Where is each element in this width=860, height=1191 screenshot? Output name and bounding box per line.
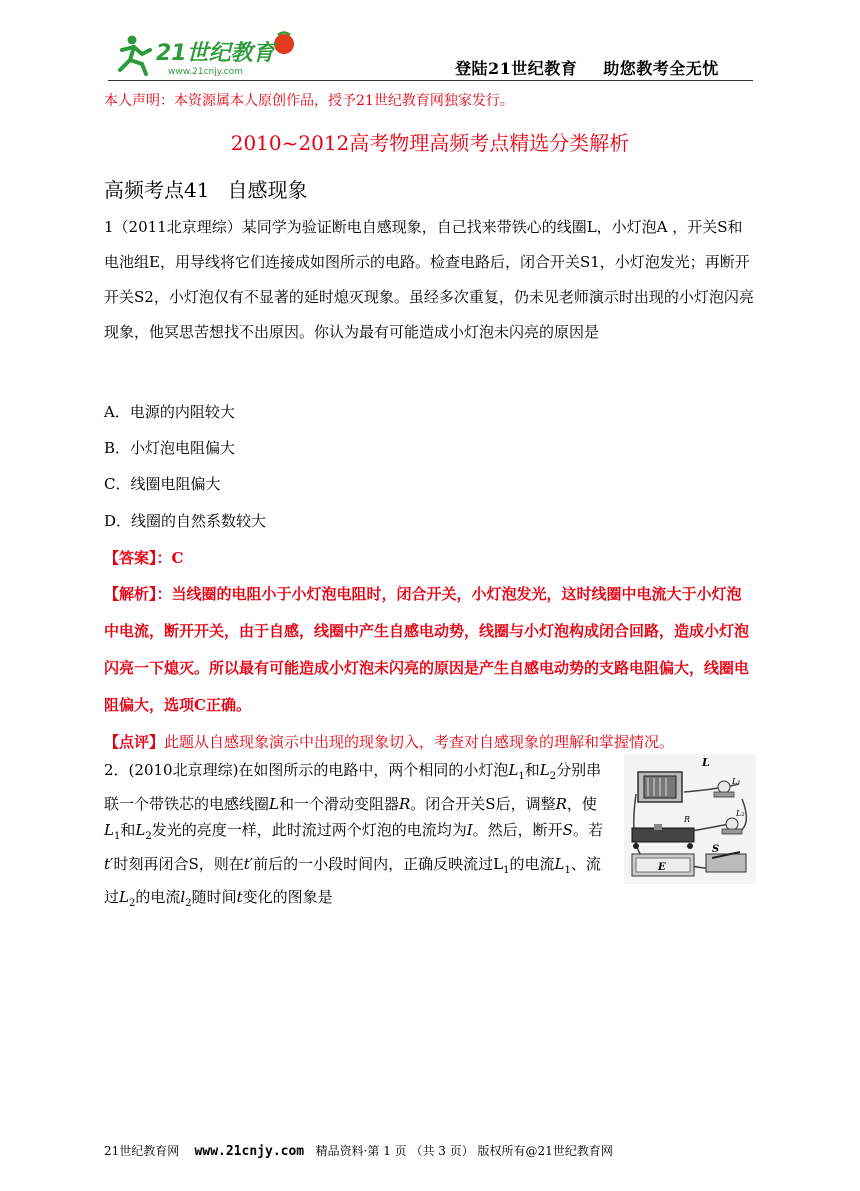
figure-label-l: L <box>702 756 710 769</box>
circuit-figure <box>624 754 756 884</box>
footer-site-url: www.21cnjy.com <box>194 1144 305 1159</box>
section-label: 高频考点41 <box>104 178 210 202</box>
comment-label: 【点评】 <box>104 733 165 751</box>
analysis-label: 【解析】 <box>104 585 157 603</box>
answer-value: ：C <box>156 549 184 567</box>
site-logo <box>108 30 308 80</box>
header-slogan <box>455 56 719 79</box>
answer <box>104 540 754 577</box>
question-2-stem: 2．(2010北京理综)在如图所示的电路中，两个相同的小灯泡$L_1$和$L_2$分别串联一个带铁芯的电感线圈L和一个滑动变阻器R。闭合开关S后，调整R，使$L_1$和$L_2$发光的亮度一样，此时流过两个灯泡的电流均为I。然后，断开S。若t′时刻再闭合S，则在t′前后的一小段时间内，正确反映流过$L_1$的电流$L_1$、流过$L_2$的电流$l_2$随时间t变化的图象是 <box>104 761 603 909</box>
footer-page-info: 精品资料·第 1 页 （共 3 页） 版权所有@21世纪教育网 <box>315 1144 613 1158</box>
copyright-statement: 本人声明：本资源属本人原创作品，授予21世纪教育网独家发行。 <box>104 93 514 109</box>
option-c: C．线圈电阻偏大 <box>104 475 221 493</box>
figure-label-l2: L₂ <box>736 809 745 818</box>
header-divider <box>108 80 753 81</box>
section-title <box>104 174 307 203</box>
comment-text: 此题从自感现象演示中出现的现象切入，考查对自感现象的理解和掌握情况。 <box>164 733 675 751</box>
answer-label: 【答案】 <box>104 549 157 567</box>
slogan-left: 登陆21世纪教育 <box>455 59 578 78</box>
bulb-l2 <box>726 818 738 830</box>
figure-label-e: E <box>658 862 666 873</box>
document-title: 2010~2012高考物理高频考点精选分类解析 <box>230 131 630 155</box>
option-a: A．电源的内阻较大 <box>104 403 235 421</box>
figure-label-s: S <box>712 844 720 855</box>
rheostat <box>632 828 694 842</box>
footer-site-name: 21世纪教育网 <box>104 1144 180 1158</box>
question-1-stem: 1（2011北京理综）某同学为验证断电自感现象，自己找来带铁心的线圈L，小灯泡A ，开关S和电池组E，用导线将它们连接成如图所示的电路。检查电路后，闭合开关S1，小灯泡发光；再断开开关S2，小灯泡仅有不显著的延时熄灭现象。虽经多次重复，仍未见老师演示时出现的小灯泡闪亮现象，他冥思苦想找不出原因。你认为最有可能造成小灯泡未闪亮的原因是 <box>104 218 754 341</box>
bulb-l1 <box>718 781 730 793</box>
section-topic: 自感现象 <box>227 178 308 202</box>
analysis-text: ：当线圈的电阻小于小灯泡电阻时，闭合开关，小灯泡发光，这时线圈中电流大于小灯泡中电流，断开开关，由于自感，线圈中产生自感电动势，线圈与小灯泡构成闭合回路，造成小灯泡闪亮一下熄灭。所以最有可能造成小灯泡未闪亮的原因是产生自感电动势的支路电阻偏大，线圈电阻偏大，选项C正确。 <box>104 585 750 714</box>
analysis <box>104 576 754 724</box>
switch <box>706 854 746 872</box>
page-footer <box>104 1142 613 1159</box>
logo-text: 21世纪教育 <box>156 41 275 66</box>
slogan-right: 助您教考全无忧 <box>603 59 719 78</box>
logo-url: www.21cnjy.com <box>168 67 243 77</box>
figure-label-l1: L₁ <box>732 777 741 786</box>
figure-label-r: R <box>684 815 691 824</box>
option-b: B．小灯泡电阻偏大 <box>104 439 236 457</box>
option-d: D．线圈的自然系数较大 <box>104 512 267 530</box>
